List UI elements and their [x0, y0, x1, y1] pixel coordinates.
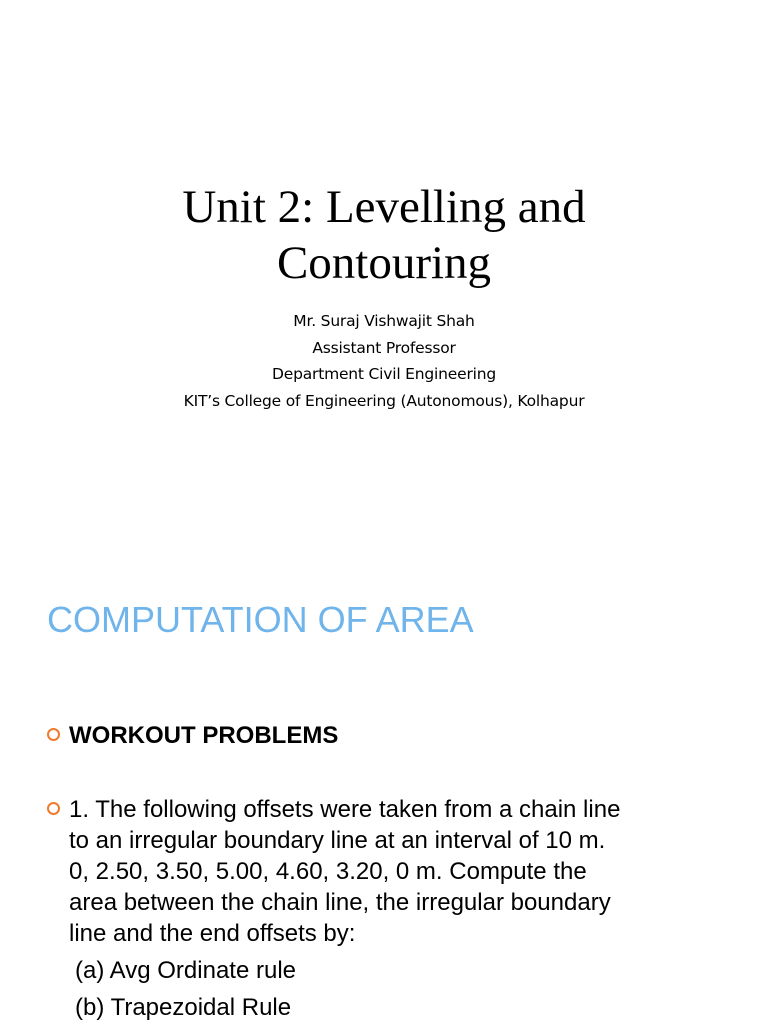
problem-line-4: area between the chain line, the irregular boundary	[69, 889, 611, 916]
author-position: Assistant Professor	[312, 338, 456, 357]
author-institution: KIT’s College of Engineering (Autonomous), Kolhapur	[183, 391, 585, 410]
problem-line-2: to an irregular boundary line at an interval of 10 m.	[69, 827, 606, 854]
sub-item-trapezoidal: (b) Trapezoidal Rule	[75, 994, 292, 1021]
circle-bullet-icon	[47, 802, 60, 815]
bullet-text-workout: WORKOUT PROBLEMS	[69, 722, 339, 749]
author-department: Department Civil Engineering	[272, 365, 496, 383]
slide-title-line-1: Unit 2: Levelling and	[182, 181, 586, 233]
section-heading: COMPUTATION OF AREA	[47, 599, 474, 640]
problem-line-3: 0, 2.50, 3.50, 5.00, 4.60, 3.20, 0 m. Compute the	[69, 858, 587, 885]
title-block	[0, 179, 768, 291]
content-slide	[0, 560, 768, 1024]
sub-item-avg-ordinate: (a) Avg Ordinate rule	[75, 957, 297, 984]
slide-title-line-2: Contouring	[276, 237, 492, 289]
problem-line-5: line and the end offsets by:	[69, 920, 356, 947]
problem-line-1: 1. The following offsets were taken from a chain line	[69, 796, 621, 823]
author-name: Mr. Suraj Vishwajit Shah	[293, 312, 475, 330]
slide-title	[0, 179, 768, 291]
subtitle-block	[0, 308, 768, 414]
circle-bullet-icon	[47, 728, 60, 741]
bullet-text-problem	[69, 794, 669, 949]
sub-item-list	[75, 952, 296, 1024]
